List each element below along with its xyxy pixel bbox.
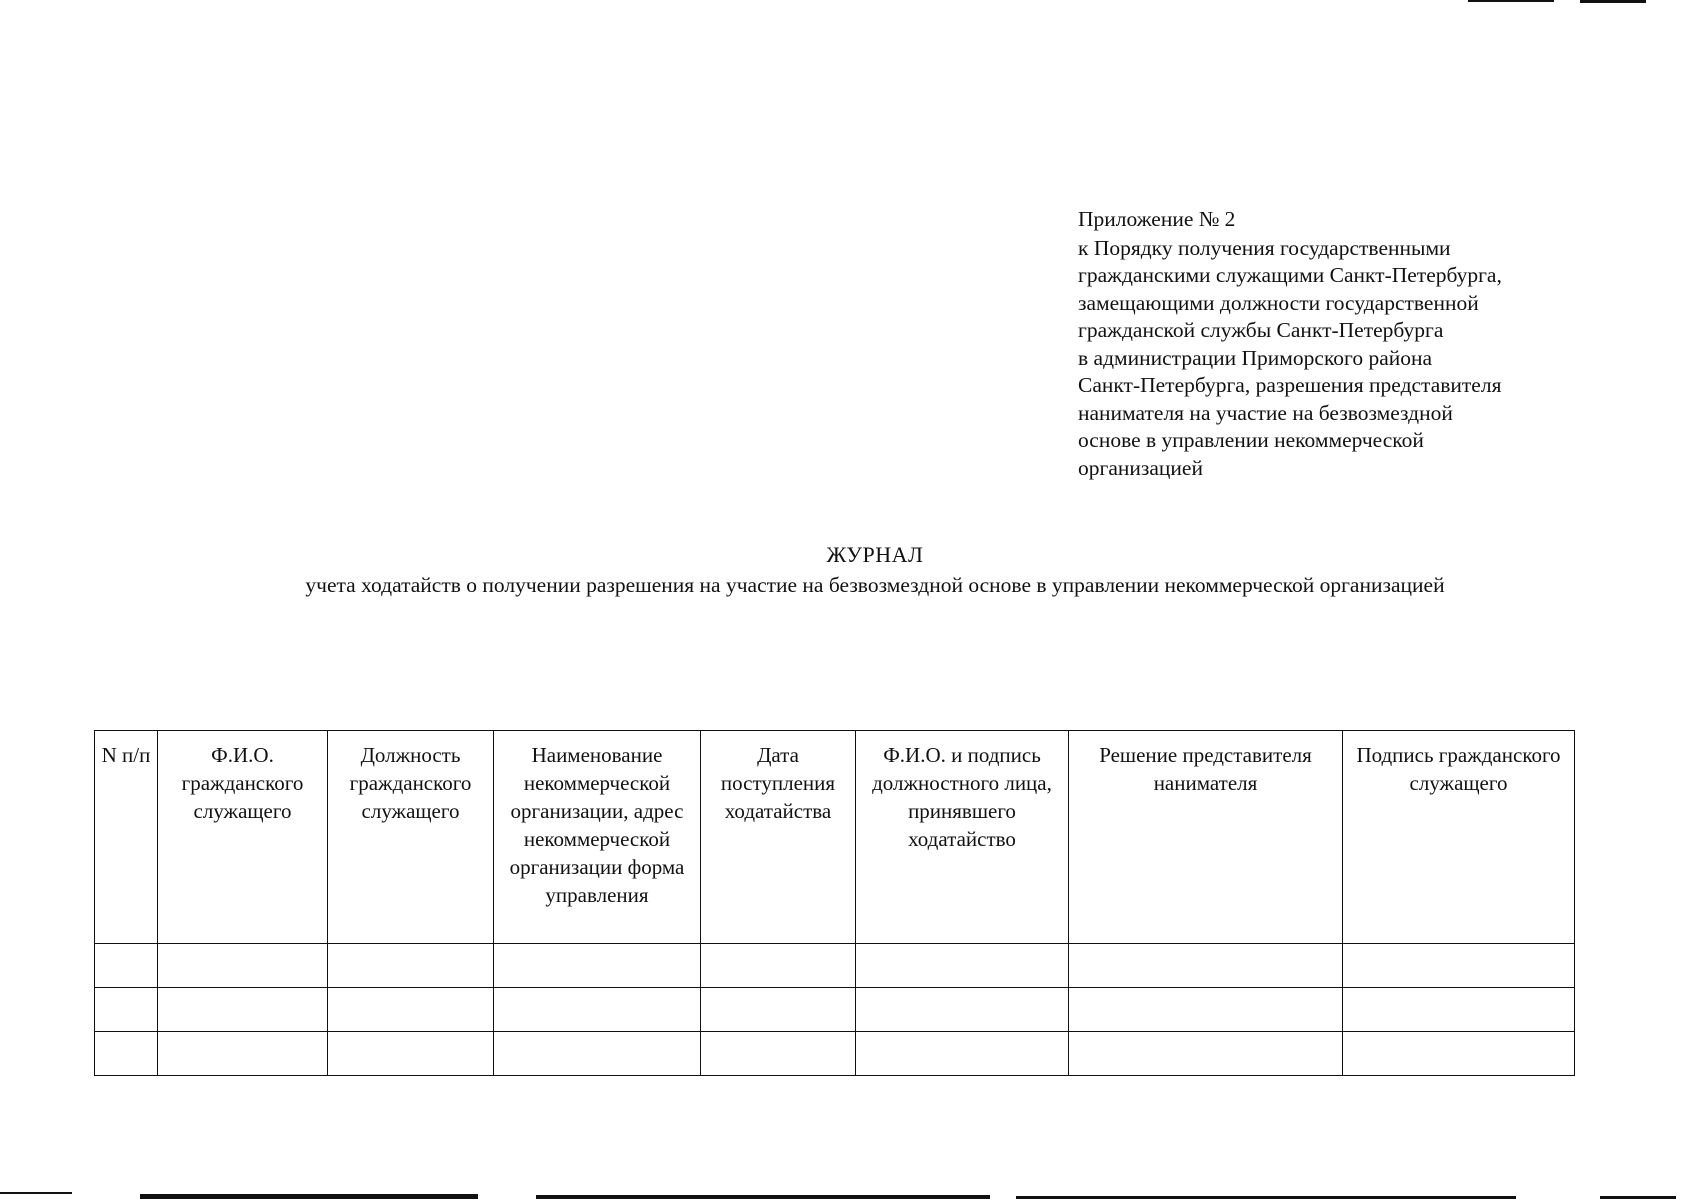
- table-cell: [494, 1032, 701, 1076]
- table-cell: [95, 944, 158, 988]
- table-cell: [328, 988, 494, 1032]
- table-cell: [1343, 1032, 1575, 1076]
- scan-edge-mark: [140, 1194, 478, 1199]
- scan-edge-mark: [1580, 0, 1646, 3]
- scan-edge-mark: [1468, 0, 1554, 2]
- appendix-block: [1078, 206, 1598, 482]
- table-cell: [1069, 988, 1343, 1032]
- appendix-line: организацией: [1078, 455, 1203, 480]
- register-table: [94, 730, 1575, 1076]
- appendix-line: гражданской службы Санкт-Петербурга: [1078, 318, 1444, 342]
- appendix-line: нанимателя на участие на безвозмездной: [1078, 400, 1453, 425]
- appendix-title: Приложение № 2: [1078, 207, 1236, 231]
- table-cell: [158, 944, 328, 988]
- table-cell: [95, 1032, 158, 1076]
- journal-title: ЖУРНАЛ: [826, 542, 924, 567]
- header-number: N п/п: [95, 731, 158, 944]
- scan-edge-mark: [1016, 1196, 1516, 1199]
- table-cell: [158, 988, 328, 1032]
- table-cell: [1343, 988, 1575, 1032]
- table-cell: [701, 944, 856, 988]
- header-accepting-official: Ф.И.О. и подпись должностного лица, принявшего ходатайство: [856, 731, 1069, 944]
- table-row: [95, 944, 1575, 988]
- table-cell: [494, 988, 701, 1032]
- appendix-line: гражданскими служащими Санкт-Петербурга,: [1078, 263, 1502, 287]
- table-cell: [1069, 1032, 1343, 1076]
- header-position: Должность гражданского служащего: [328, 731, 494, 944]
- scan-edge-mark: [536, 1195, 990, 1199]
- header-date-received: Дата поступления ходатайства: [701, 731, 856, 944]
- table-row: [95, 988, 1575, 1032]
- scan-edge-mark: [1600, 1196, 1676, 1199]
- appendix-line: к Порядку получения государственными: [1078, 235, 1451, 260]
- table-row: [95, 1032, 1575, 1076]
- table-cell: [158, 1032, 328, 1076]
- table-cell: [1069, 944, 1343, 988]
- scan-edge-mark: [0, 1192, 72, 1194]
- table-cell: [95, 988, 158, 1032]
- table-cell: [328, 944, 494, 988]
- journal-subtitle: учета ходатайств о получении разрешения на участие на безвозмездной основе в управлении некоммерческой организацией: [305, 573, 1445, 597]
- table-cell: [328, 1032, 494, 1076]
- table-cell: [856, 988, 1069, 1032]
- header-employee-signature: Подпись гражданского служащего: [1343, 731, 1575, 944]
- table-cell: [856, 1032, 1069, 1076]
- appendix-line: в администрации Приморского района: [1078, 345, 1433, 370]
- appendix-line: основе в управлении некоммерческой: [1078, 428, 1424, 452]
- appendix-line: Санкт-Петербурга, разрешения представителя: [1078, 373, 1502, 397]
- table-cell: [701, 988, 856, 1032]
- table-cell: [1343, 944, 1575, 988]
- header-full-name: Ф.И.О. гражданского служащего: [158, 731, 328, 944]
- table-header-row: [95, 731, 1575, 944]
- appendix-line: замещающими должности государственной: [1078, 290, 1479, 315]
- table-cell: [856, 944, 1069, 988]
- table-cell: [701, 1032, 856, 1076]
- table-cell: [494, 944, 701, 988]
- header-employer-decision: Решение представителя нанимателя: [1069, 731, 1343, 944]
- header-organization: Наименование некоммерческой организации, адрес некоммерческой организации форма управления: [494, 731, 701, 944]
